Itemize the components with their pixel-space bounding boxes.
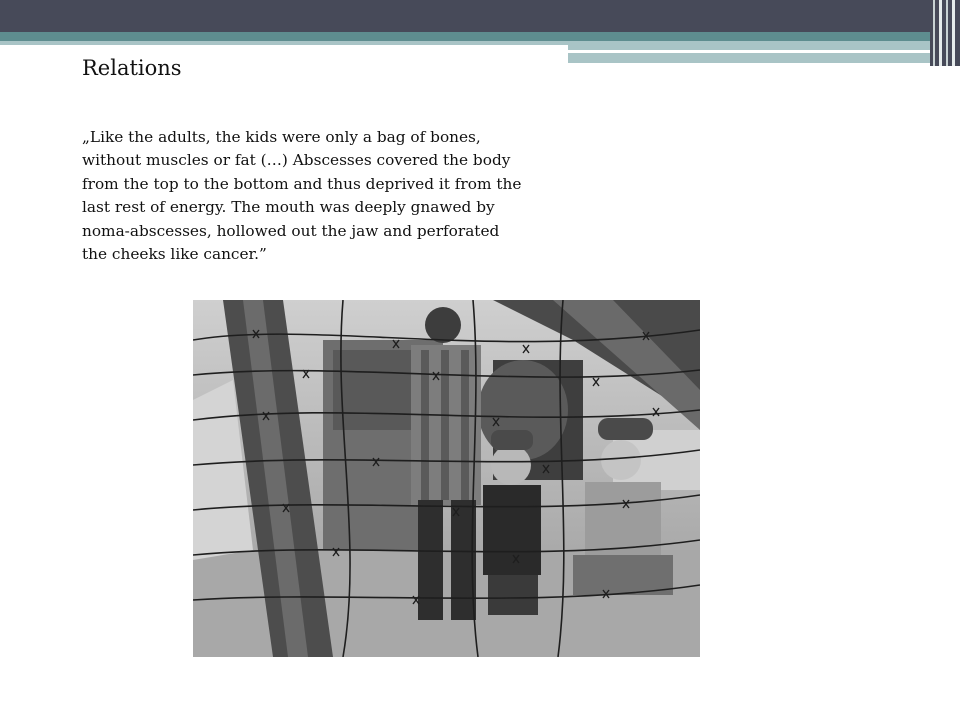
- header-bar-light-lower: [568, 53, 960, 63]
- header-bar-teal: [0, 32, 960, 41]
- slide-title: Relations: [82, 56, 182, 80]
- children-behind-barbed-wire-photo: [193, 300, 700, 657]
- header-stripes-decoration: [930, 0, 960, 66]
- header-bar-light-left: [0, 41, 568, 45]
- photo-illustration: [193, 300, 700, 657]
- header-bar-dark: [0, 0, 960, 32]
- header-bar-light-right: [568, 41, 960, 50]
- quote-text: „Like the adults, the kids were only a bag of bones, without muscles or fat (…) Abscesses covered the body from the top to the bottom and thus deprived it from the last rest of energy. The mouth was deeply gnawed by noma-abscesses, hollowed out the jaw and perforated the cheeks like cancer.”: [82, 128, 522, 264]
